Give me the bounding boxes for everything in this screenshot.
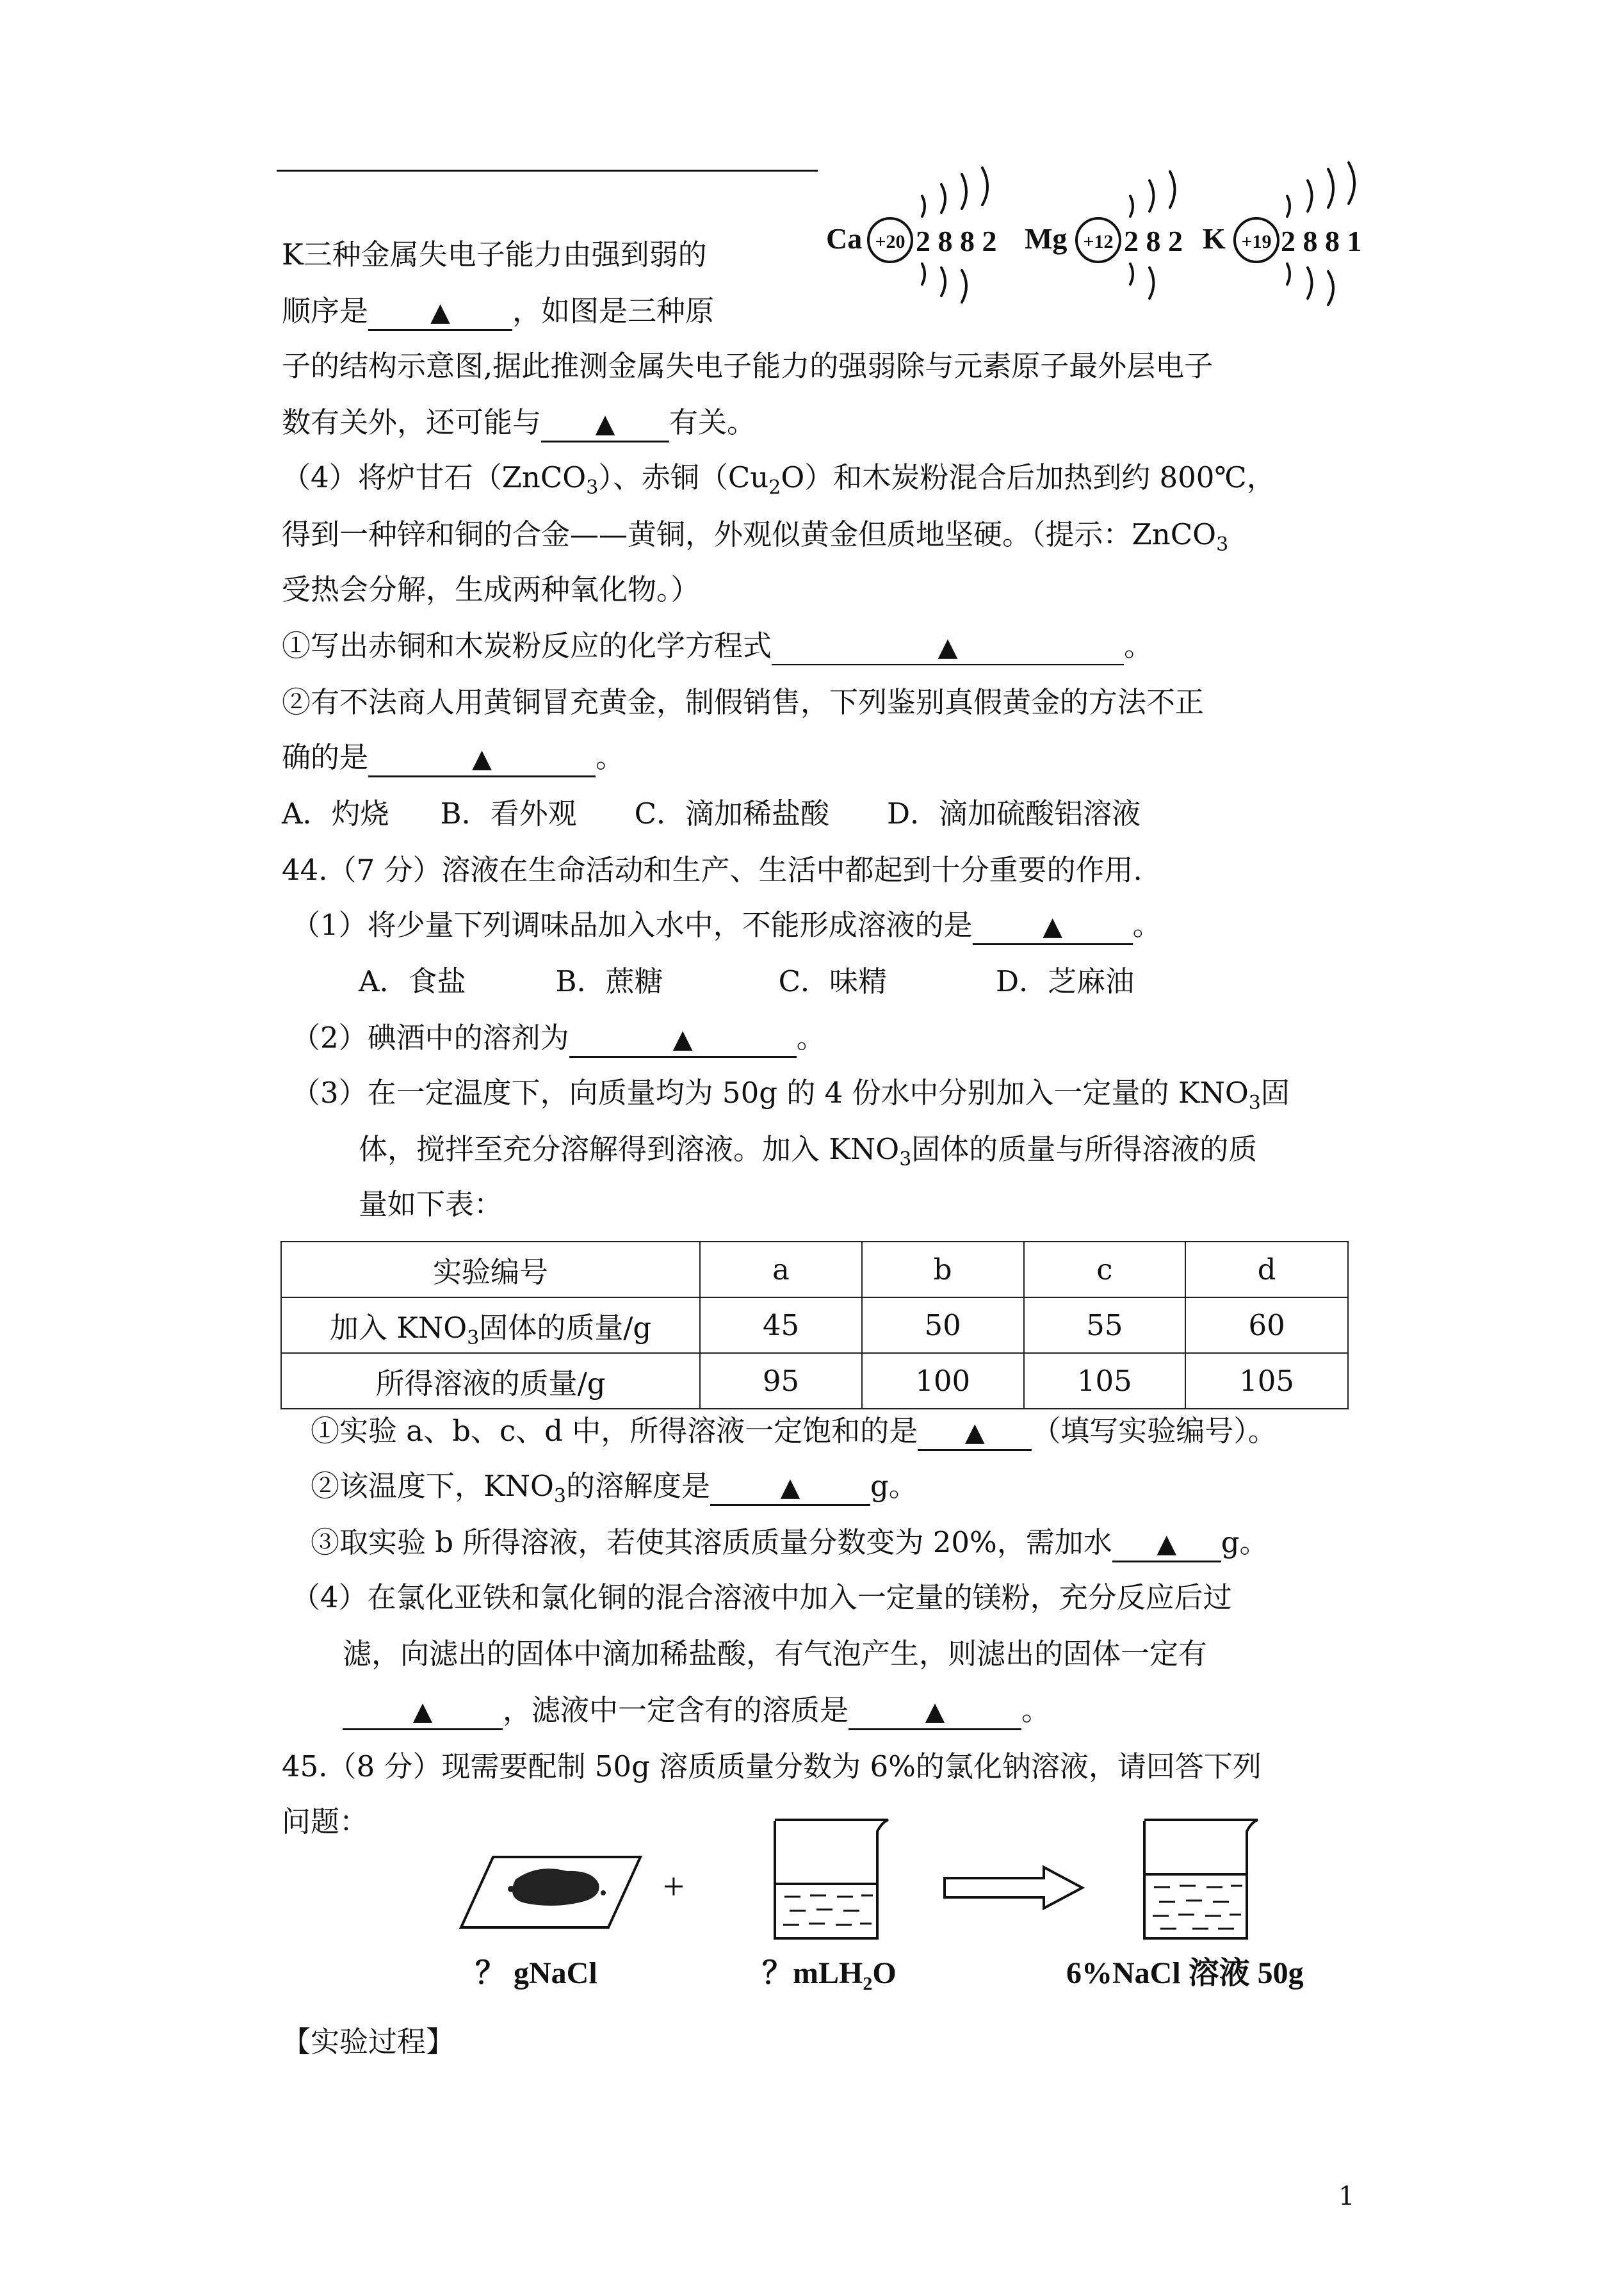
q43-p4-line1: （4）将炉甘石（ZnCO$_3$）、赤铜$(Cu_2O)$和木炭粉混合后加热到约 800℃， bbox=[282, 460, 1276, 499]
option-c: C．味精 bbox=[778, 964, 888, 998]
q45-title-line2: 问题： bbox=[282, 1804, 369, 1838]
q43-p4-line3: 受热会分解，生成两种氧化物。） bbox=[282, 572, 700, 606]
option-d: D．芝麻油 bbox=[996, 964, 1135, 998]
arrow-right-icon bbox=[941, 1862, 1089, 1913]
table-header-cell: d bbox=[1185, 1242, 1348, 1297]
solution-beaker-icon bbox=[1135, 1813, 1263, 1945]
atom-shells-mg: 2 8 2 bbox=[1124, 225, 1183, 257]
q43-p4-q1: ①写出赤铜和木炭粉反应的化学方程式 ▲ 。 bbox=[282, 627, 1153, 665]
table-cell: 105 bbox=[1185, 1353, 1348, 1409]
water-beaker-icon bbox=[765, 1813, 893, 1945]
q45-title-line1: 45.（8 分）现需要配制 50g 溶质质量分数为 6%的氯化钠溶液，请回答下列 bbox=[282, 1749, 1262, 1783]
table-header-cell: c bbox=[1024, 1242, 1186, 1297]
answer-blank[interactable]: ▲ bbox=[541, 406, 669, 442]
table-cell: 105 bbox=[1024, 1353, 1186, 1409]
answer-blank[interactable]: ▲ bbox=[368, 741, 596, 777]
q44-p3-line3: 量如下表： bbox=[359, 1187, 503, 1221]
atom-shells-ca: 2 8 8 2 bbox=[916, 225, 997, 257]
table-row-label: 所得溶液的质量/g bbox=[281, 1353, 700, 1409]
kno3-table bbox=[280, 1241, 1349, 1409]
q43-line1: K三种金属失电子能力由强到弱的 bbox=[282, 238, 707, 272]
q43-line3: 子的结构示意图,据此推测金属失电子能力的强弱除与元素原子最外层电子 bbox=[282, 349, 1214, 383]
atom-structure-diagram bbox=[826, 160, 1390, 307]
q44-p2: （2）碘酒中的溶剂为 ▲ 。 bbox=[291, 1019, 825, 1058]
option-a: A．食盐 bbox=[359, 964, 466, 998]
table-header-cell: b bbox=[862, 1242, 1024, 1297]
atom-symbol-k: K bbox=[1203, 222, 1226, 255]
q44-title: 44.（7 分）溶液在生命活动和生产、生活中都起到十分重要的作用. bbox=[282, 853, 1142, 887]
q44-p4-line1: （4）在氯化亚铁和氯化铜的混合溶液中加入一定量的镁粉，充分反应后过 bbox=[291, 1580, 1232, 1614]
top-rule bbox=[277, 170, 818, 172]
option-c: C．滴加稀盐酸 bbox=[634, 797, 830, 831]
answer-blank[interactable]: ▲ bbox=[1112, 1526, 1221, 1562]
table-cell: 55 bbox=[1024, 1297, 1186, 1353]
table-header-cell: a bbox=[700, 1242, 862, 1297]
q43-p4-q2-line2: 确的是 ▲ 。 bbox=[282, 738, 624, 777]
table-row bbox=[281, 1242, 1348, 1297]
q44-s1: ①实验 a、b、c、d 中，所得溶液一定饱和的是 ▲ （填写实验编号）。 bbox=[311, 1412, 1277, 1451]
table-cell: 60 bbox=[1185, 1297, 1348, 1353]
answer-blank[interactable]: ▲ bbox=[918, 1415, 1032, 1451]
option-a: A．灼烧 bbox=[282, 797, 389, 831]
atom-symbol-mg: Mg bbox=[1025, 222, 1068, 255]
atom-nucleus-mg: +12 bbox=[1083, 231, 1114, 252]
atom-nucleus-ca: +20 bbox=[875, 231, 905, 252]
answer-blank[interactable]: ▲ bbox=[569, 1021, 797, 1058]
table-cell: 50 bbox=[862, 1297, 1024, 1353]
answer-blank[interactable]: ▲ bbox=[849, 1694, 1021, 1730]
q44-p1-options bbox=[359, 962, 1134, 1001]
q43-line2: 顺序是 ▲ ，如图是三种原 bbox=[282, 292, 714, 331]
q44-s3: ③取实验 b 所得溶液，若使其溶质质量分数变为 20%，需加水 ▲ g。 bbox=[311, 1523, 1269, 1562]
atom-symbol-ca: Ca bbox=[826, 222, 863, 255]
table-row-label: 加入 $KNO_3$固体的质量/g bbox=[281, 1297, 700, 1353]
q43-p4-q2-line1: ②有不法商人用黄铜冒充黄金，制假销售，下列鉴别真假黄金的方法不正 bbox=[282, 685, 1205, 719]
table-row bbox=[281, 1297, 1348, 1353]
answer-blank[interactable]: ▲ bbox=[343, 1694, 503, 1730]
nacl-weighing-paper-icon bbox=[455, 1844, 647, 1940]
q45-section-heading: 【实验过程】 bbox=[282, 2025, 455, 2059]
q43-p4-line2: 得到一种锌和铜的合金——黄铜，外观似黄金但质地坚硬。（提示：ZnCO$_3$ bbox=[282, 517, 1229, 556]
q44-p4-line3: ▲ ，滤液中一定含有的溶质是 ▲ 。 bbox=[343, 1691, 1050, 1730]
solution-label: 6%NaCl 溶液 50g bbox=[1066, 1956, 1304, 1990]
q44-p4-line2: 滤，向滤出的固体中滴加稀盐酸，有气泡产生，则滤出的固体一定有 bbox=[343, 1637, 1208, 1671]
table-row bbox=[281, 1353, 1348, 1409]
option-d: D．滴加硫酸铝溶液 bbox=[887, 797, 1141, 831]
table-cell: 95 bbox=[700, 1353, 862, 1409]
nacl-mass-label: ？ gNaCl bbox=[475, 1956, 597, 1990]
answer-blank[interactable]: ▲ bbox=[368, 295, 512, 331]
atom-nucleus-k: +19 bbox=[1241, 231, 1272, 252]
q43-line4: 数有关外，还可能与 ▲ 有关。 bbox=[282, 403, 756, 442]
table-cell: 100 bbox=[862, 1353, 1024, 1409]
option-b: B．蔗糖 bbox=[555, 964, 663, 998]
q43-options bbox=[282, 795, 1141, 833]
answer-blank[interactable]: ▲ bbox=[772, 629, 1124, 665]
q44-p1: （1）将少量下列调味品加入水中，不能形成溶液的是 ▲ 。 bbox=[291, 906, 1162, 945]
atom-shells-k: 2 8 8 1 bbox=[1281, 225, 1362, 257]
table-cell: 45 bbox=[700, 1297, 862, 1353]
answer-blank[interactable]: ▲ bbox=[710, 1470, 870, 1506]
plus-sign: + bbox=[663, 1865, 685, 1908]
option-b: B．看外观 bbox=[440, 797, 577, 831]
q44-s2: ②该温度下，$KNO_3$的溶解度是 ▲ g。 bbox=[311, 1469, 918, 1507]
page-number: 1 bbox=[1338, 2182, 1355, 2211]
answer-blank[interactable]: ▲ bbox=[973, 909, 1133, 945]
q44-p3-line2: 体，搅拌至充分溶解得到溶液。加入 $KNO_3$固体的质量与所得溶液的质 bbox=[359, 1132, 1258, 1171]
water-volume-label: ？mLH$_2$O bbox=[762, 1956, 897, 1995]
q44-p3-line1: （3）在一定温度下，向质量均为 50g 的 4 份水中分别加入一定量的 $KNO_3$固 bbox=[291, 1076, 1290, 1114]
table-header-cell: 实验编号 bbox=[281, 1242, 700, 1297]
